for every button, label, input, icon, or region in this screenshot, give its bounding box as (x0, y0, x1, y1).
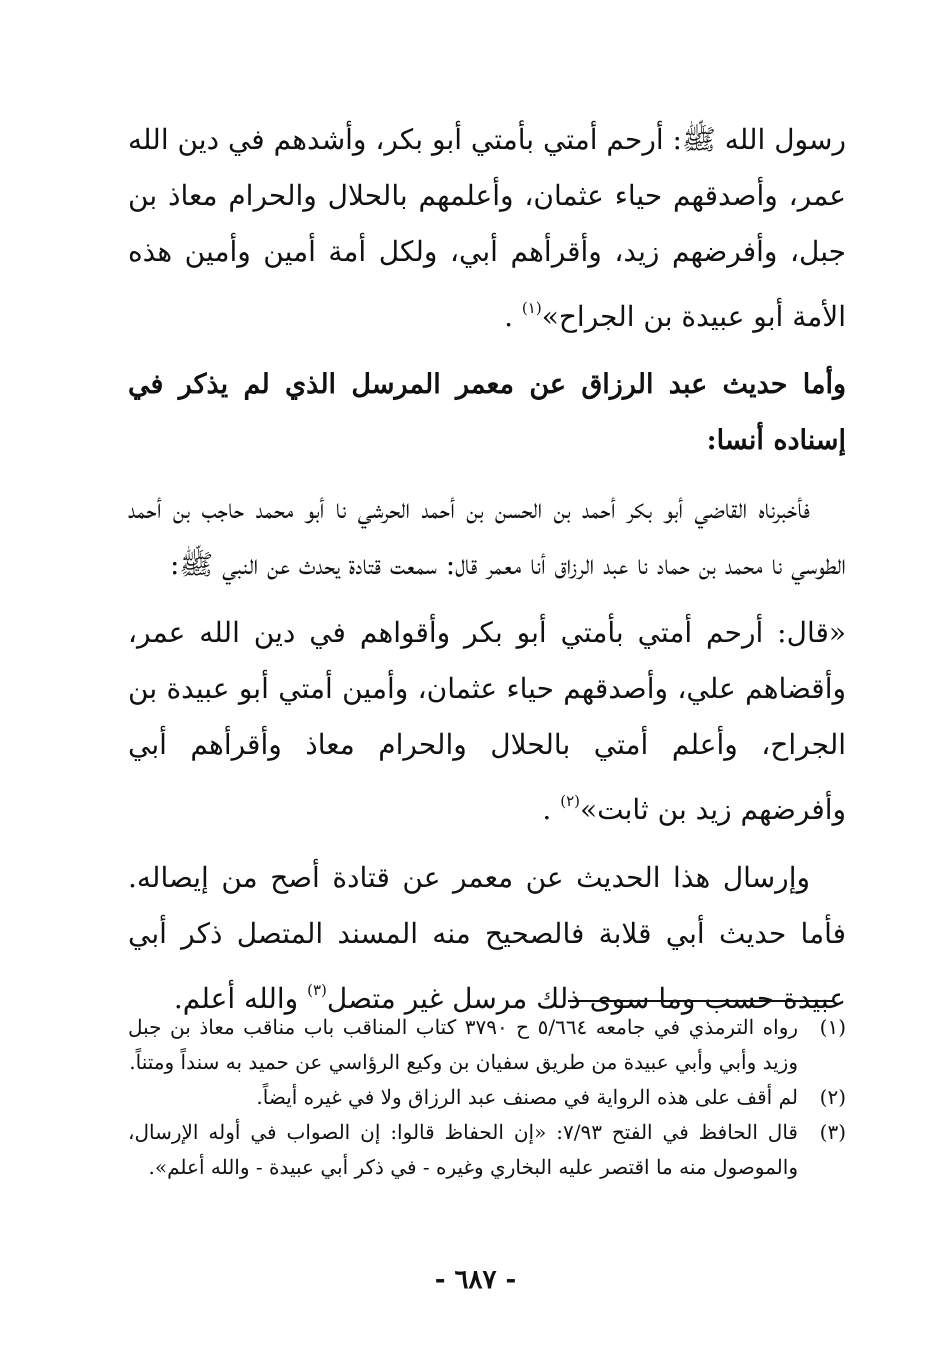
footnote-number: (١) (819, 1015, 846, 1039)
footnote-ref-2: (٢) (560, 792, 580, 810)
paragraph-3 (128, 605, 846, 838)
paragraph-1-text: رسول الله ﷺ: أرحم أمتي بأمتي أبو بكر، وأشدهم في دين الله عمر، وأصدقهم حياء عثمان، وأعلمهم بالحلال والحرام معاذ بن جبل، وأفرضهم زيد، وأقرأهم أبي، ولكل أمة أمين وأمين هذه الأمة أبو عبيدة بن الجراح» (128, 123, 846, 333)
paragraph-1-end: . (504, 300, 514, 333)
footnote-number: (٣) (819, 1120, 846, 1144)
paragraph-2: فأخبرناه القاضي أبو بكر أحمد بن الحسن بن أحمد الحرشي نا أبو محمد حاجب بن أحمد الطوسي نا محمد بن حماد نا عبد الرزاق أنا معمر قال: سمعت قتادة يحدث عن النبي ﷺ: (128, 492, 846, 581)
paragraph-4-end: والله أعلم. (173, 982, 299, 1015)
paragraph-3-text: «قال: أرحم أمتي بأمتي أبو بكر وأقواهم في دين الله عمر، وأقضاهم علي، وأصدقهم حياء عثمان، وأمين أمتي أبو عبيدة بن الجراح، وأعلم أمتي بالحلال والحرام معاذ وأقرأهم أبي وأفرضهم زيد بن ثابت» (128, 616, 846, 826)
footnote-text: رواه الترمذي في جامعه ٥/٦٦٤ ح ٣٧٩٠ كتاب المناقب باب مناقب معاذ بن جبل وزيد وأبي وأبي عبيدة من طريق سفيان بن وكيع الرؤاسي عن حميد به سنداً ومتناً. (128, 1015, 799, 1074)
paragraph-4-text: وإرسال هذا الحديث عن معمر عن قتادة أصح من إيصاله. فأما حديث أبي قلابة فالصحيح منه المسند المتصل ذكر أبي عبيدة حسب وما سوى ذلك مرسل غير متصل (128, 861, 846, 1015)
page-number: - ٦٨٧ - (434, 1265, 517, 1295)
footnote-ref-3: (٣) (307, 981, 327, 999)
paragraph-1 (128, 112, 846, 345)
paragraph-3-end: . (542, 793, 552, 826)
footnote-text: لم أقف على هذه الرواية في مصنف عبد الرزاق ولا في غيره أيضاً. (256, 1085, 798, 1109)
footnote-2 (128, 1080, 846, 1115)
main-text (128, 112, 846, 1027)
section-heading: وأما حديث عبد الرزاق عن معمر المرسل الذي لم يذكر في إسناده أنسا: (128, 369, 846, 456)
footnote-number: (٢) (819, 1085, 846, 1109)
footnotes (128, 1010, 846, 1185)
footnote-text: قال الحافظ في الفتح ٧/٩٣: «إن الحفاظ قالوا: إن الصواب في أوله الإرسال، والموصول منه ما اقتصر عليه البخاري وغيره - في ذكر أبي عبيدة - والله أعلم». (128, 1120, 798, 1179)
footnote-ref-1: (١) (521, 299, 542, 317)
footnote-3 (128, 1115, 846, 1185)
footnote-1 (128, 1010, 846, 1080)
footnote-separator (568, 1000, 833, 1002)
